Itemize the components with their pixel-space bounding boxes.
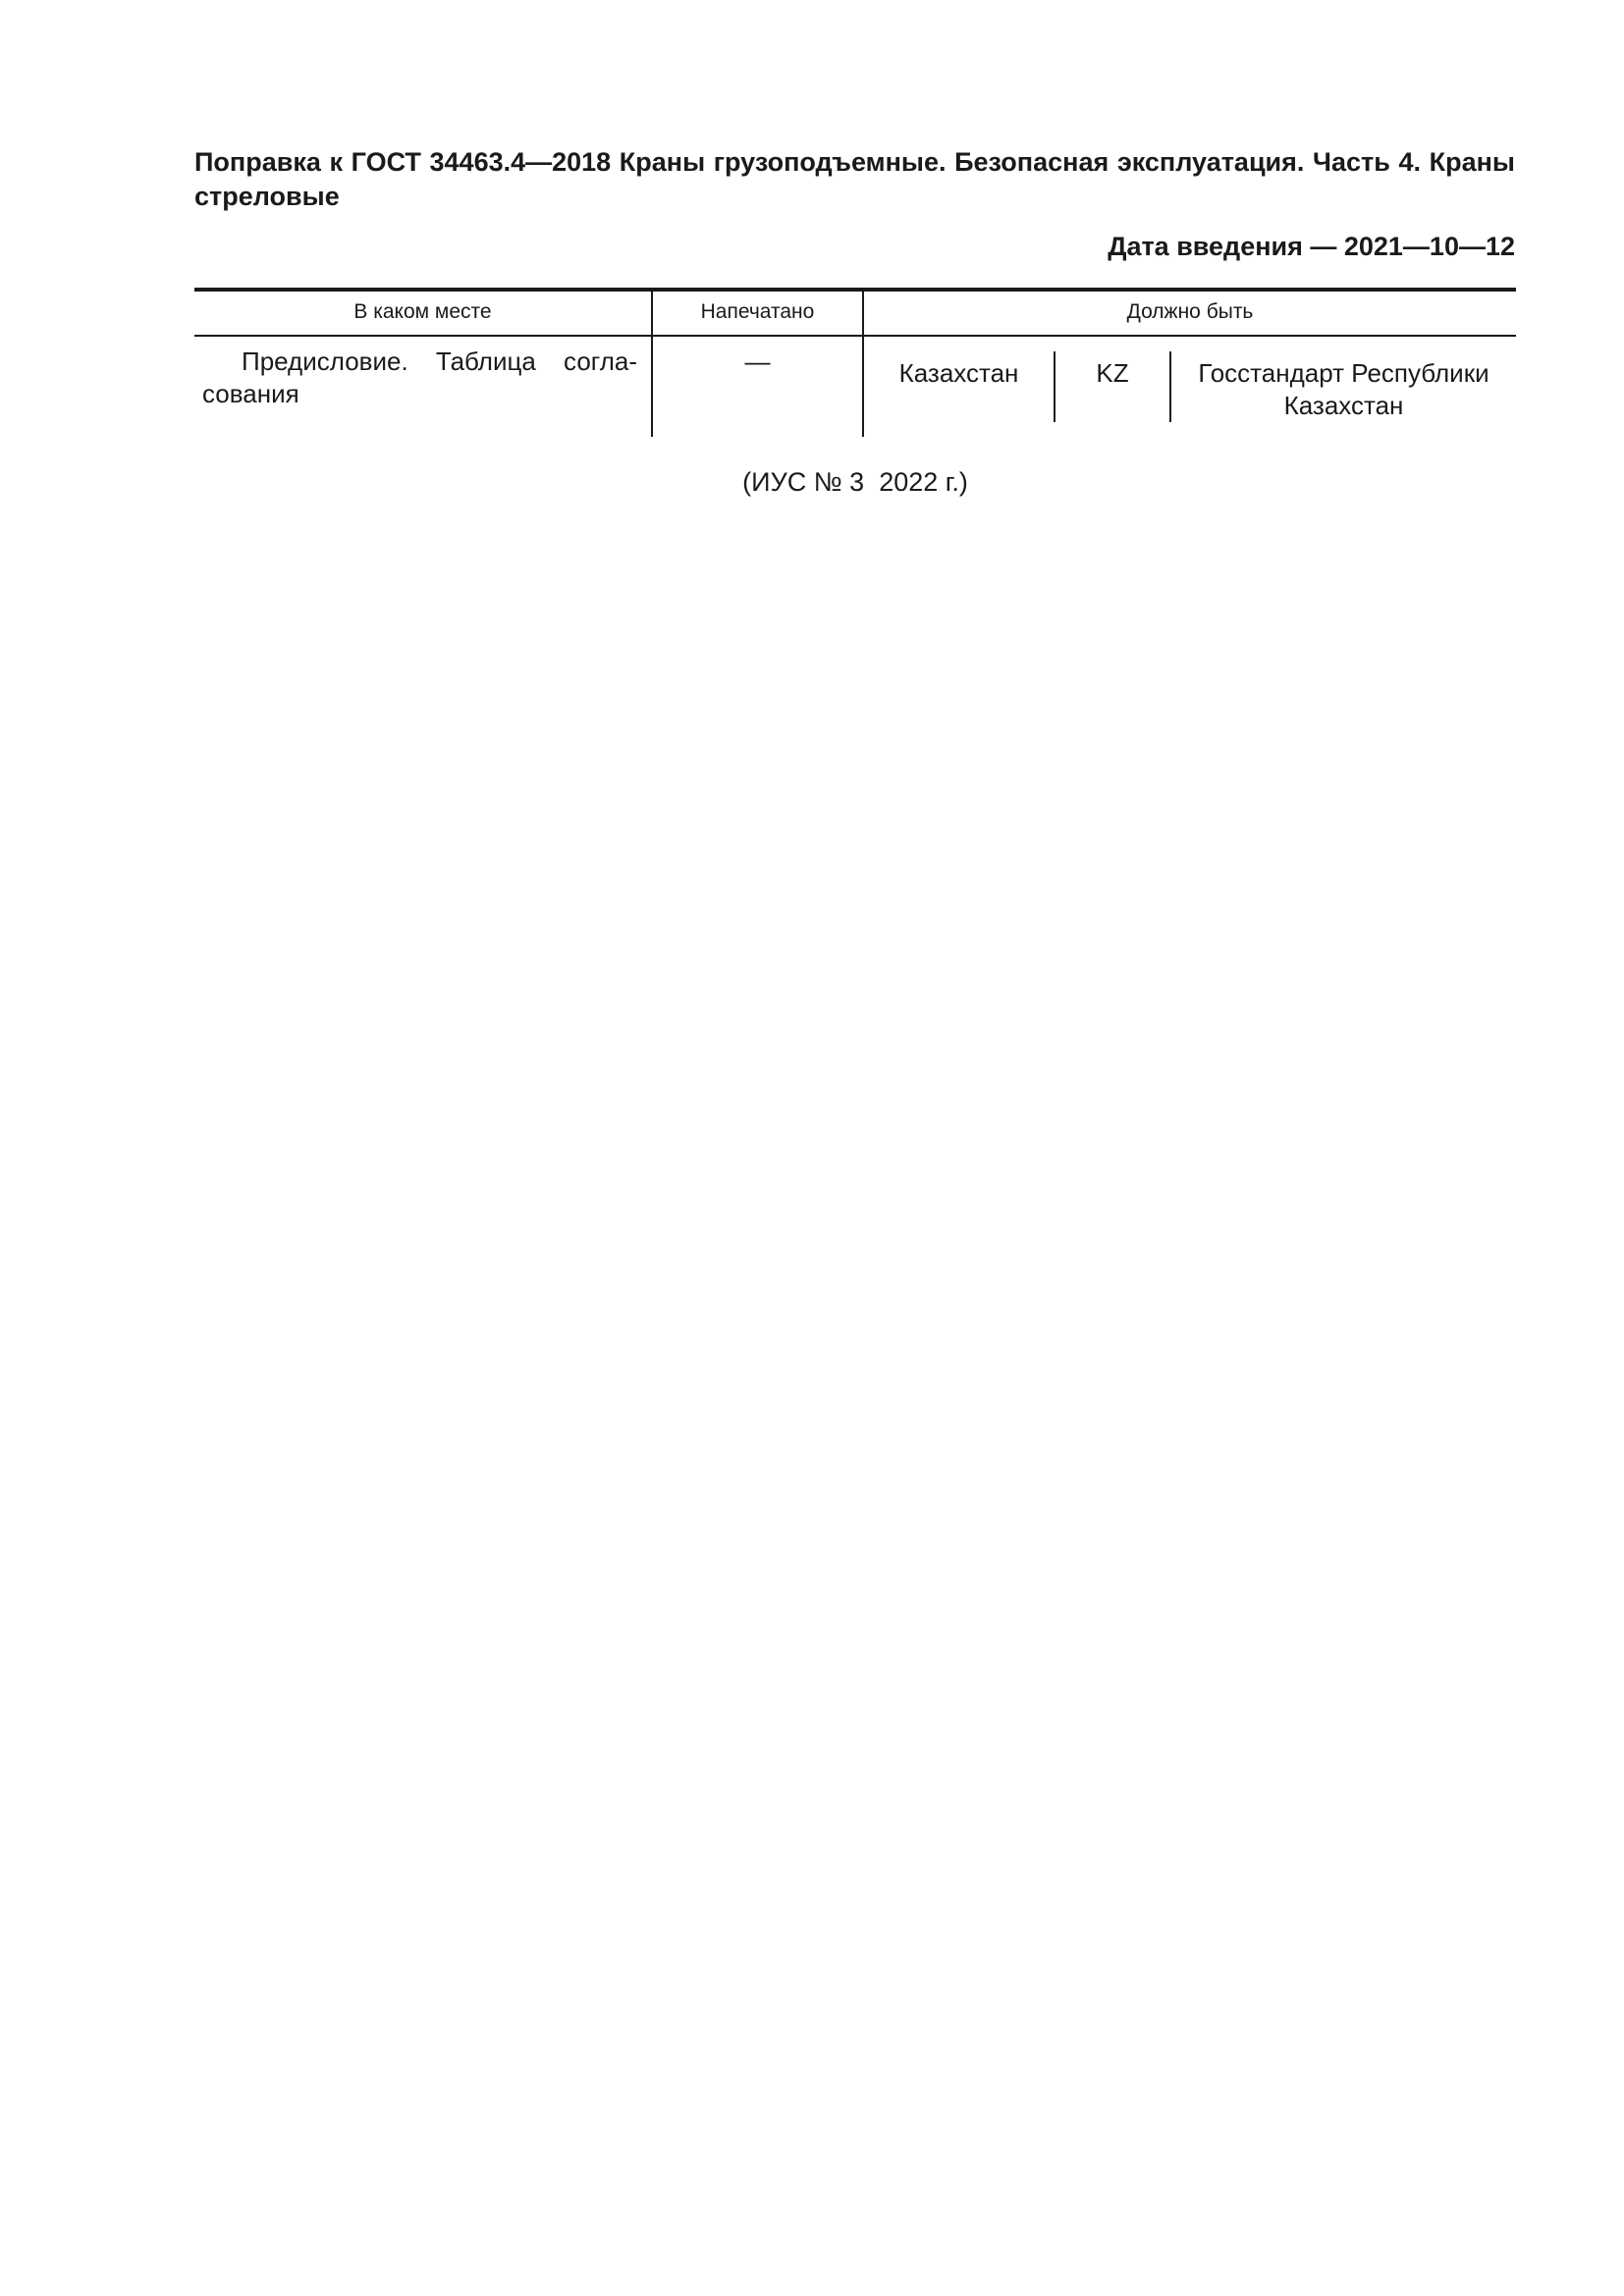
cell-country: Казахстан — [898, 358, 1019, 388]
cell-printed: — — [744, 347, 771, 376]
header-should-be: Должно быть — [1126, 300, 1254, 323]
ius-reference: (ИУС № 3 2022 г.) — [742, 467, 968, 497]
header-where: В каком месте — [353, 300, 492, 323]
cell-country-code: KZ — [1096, 358, 1129, 388]
amendment-title: Поправка к ГОСТ 34463.4—2018 Краны грузоподъемные. Безопасная эксплуатация. Часть 4. Краны стреловые — [194, 147, 1515, 211]
effective-date: Дата введения — 2021—10—12 — [1108, 232, 1515, 261]
cell-organization: Госстандарт Республики Казахстан — [1198, 358, 1489, 420]
cell-where: Предисловие. Таблица согла-сования — [202, 347, 637, 408]
header-printed: Напечатано — [700, 300, 815, 323]
table-header-rule — [194, 335, 1516, 337]
table-top-rule — [194, 288, 1516, 292]
